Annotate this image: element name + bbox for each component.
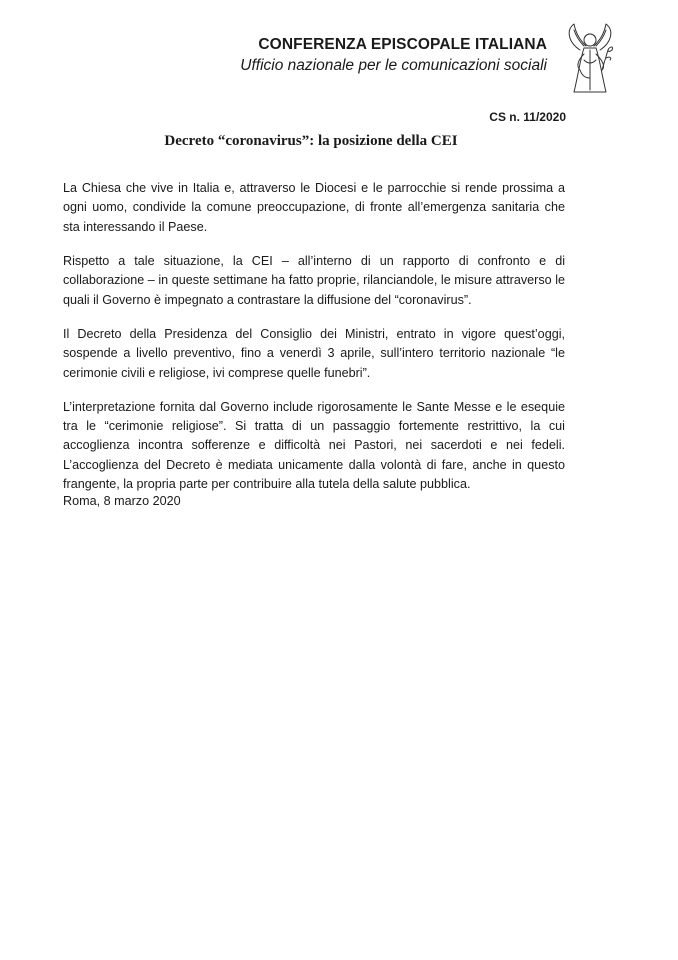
paragraph: L’interpretazione fornita dal Governo include rigorosamente le Sante Messe e le esequie tra le “cerimonie religiose”. Si tratta di un passaggio fortemente restrittivo, la cui accoglienza incontra sofferenze e difficoltà nei Pastori, nei sacerdoti e nei fedeli. L’accoglienza del Decreto è mediata unicamente dalla volontà di fare, anche in questo frangente, la propria parte per contribuire alla tutela della salute pubblica. [63, 399, 565, 492]
paragraph: Il Decreto della Presidenza del Consiglio dei Ministri, entrato in vigore quest’oggi, sospende a livello preventivo, fino a venerdì 3 aprile, sull’intero territorio nazionale “le cerimonie civili e religiose, ivi comprese quelle funebri”. [63, 326, 565, 380]
document-number: CS n. 11/2020 [489, 110, 566, 124]
place-date: Roma, 8 marzo 2020 [63, 494, 181, 508]
angel-logo-icon [562, 20, 618, 96]
letterhead [240, 34, 547, 77]
document-body [63, 179, 565, 509]
paragraph: La Chiesa che vive in Italia e, attraverso le Diocesi e le parrocchie si rende prossima a ogni uomo, condivide la comune preoccupazione, di fronte all’emergenza sanitaria che sta interessando il Paese. [63, 181, 565, 234]
organization-name: CONFERENZA EPISCOPALE ITALIANA [258, 36, 547, 53]
office-name: Ufficio nazionale per le comunicazioni sociali [240, 57, 547, 74]
paragraph: Rispetto a tale situazione, la CEI – all’interno di un rapporto di confronto e di collaborazione – in queste settimane ha fatto proprie, rilanciandole, le misure attraverso le quali il Governo è impegnato a contrastare la diffusione del “coronavirus”. [63, 253, 565, 307]
document-title: Decreto “coronavirus”: la posizione della CEI [164, 133, 458, 149]
